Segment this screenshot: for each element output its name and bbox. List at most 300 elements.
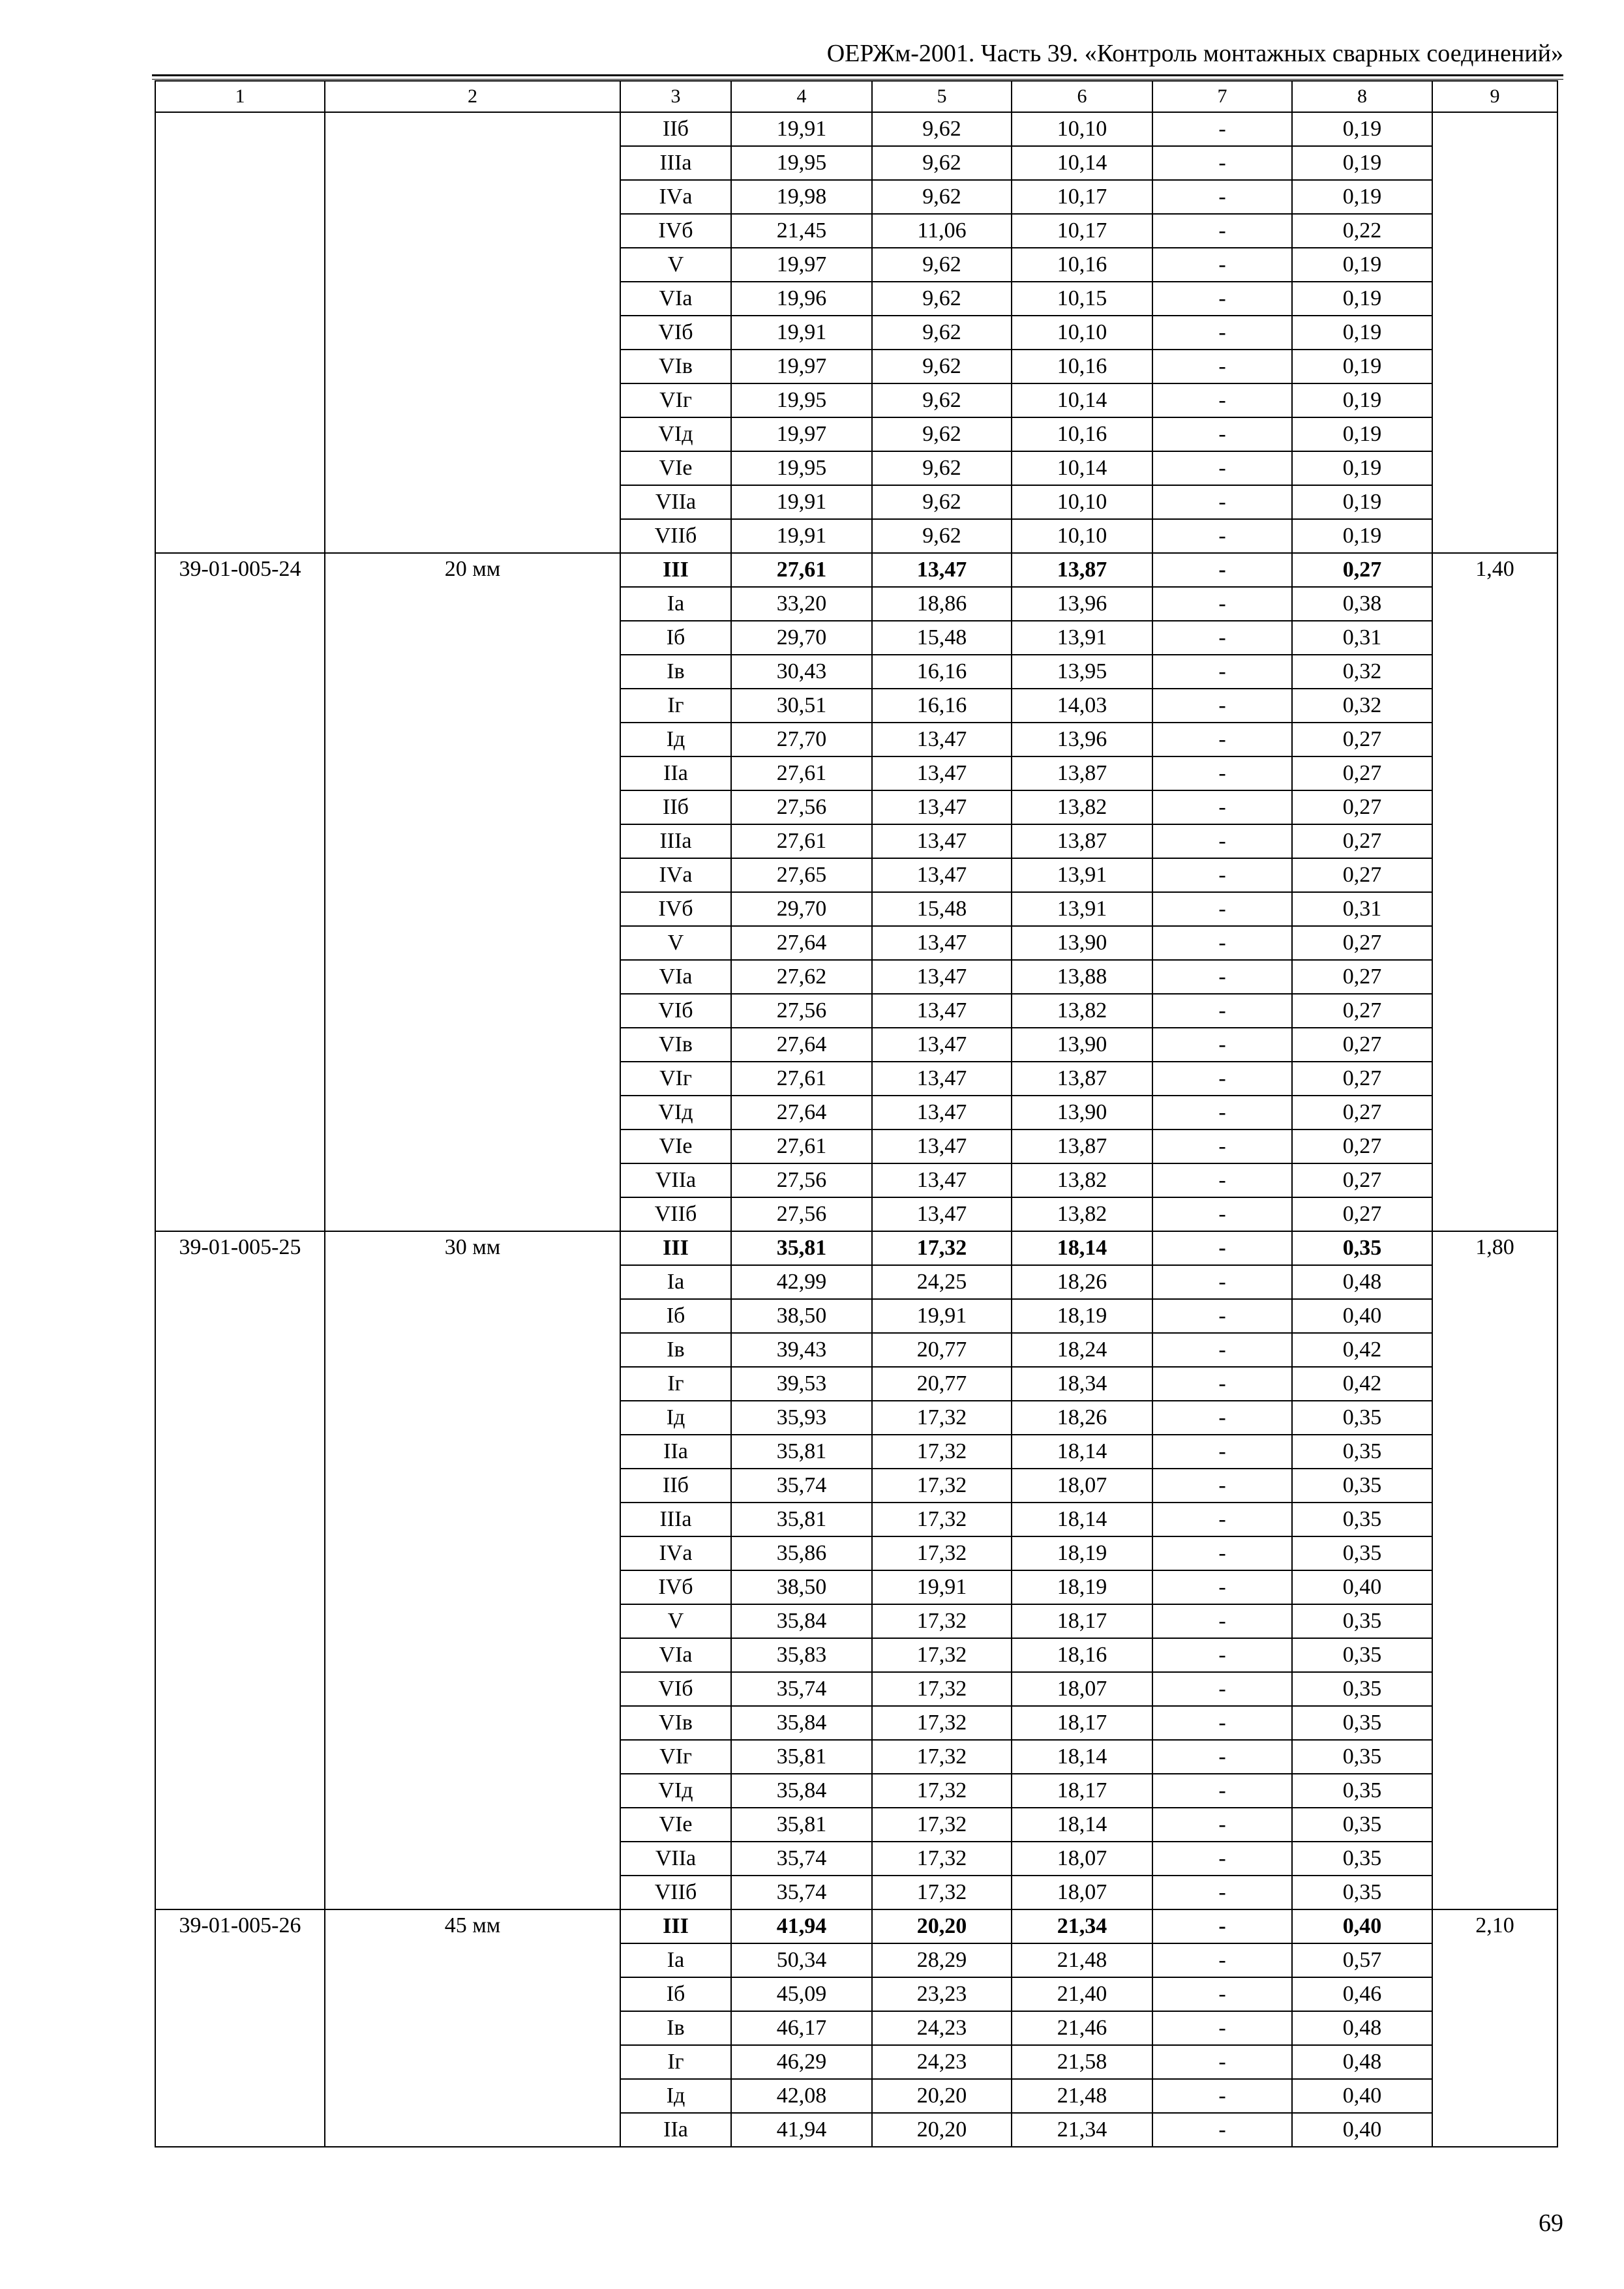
total-cost-cell: 27,64 (731, 1096, 872, 1130)
labor-cost-cell: 9,62 (872, 180, 1012, 214)
labor-hours-cell: 0,40 (1292, 1570, 1432, 1604)
category-cell: IIIа (620, 1503, 731, 1536)
material-cost-cell: - (1152, 248, 1292, 282)
material-cost-cell: - (1152, 1638, 1292, 1672)
total-cost-cell: 35,83 (731, 1638, 872, 1672)
category-cell: V (620, 1604, 731, 1638)
machine-cost-cell: 18,19 (1012, 1570, 1152, 1604)
norm-code-cell: 39-01-005-25 (155, 1231, 325, 1909)
machine-cost-cell: 21,48 (1012, 1943, 1152, 1977)
material-cost-cell: - (1152, 824, 1292, 858)
labor-cost-cell: 15,48 (872, 892, 1012, 926)
material-cost-cell: - (1152, 1740, 1292, 1774)
column-number: 2 (325, 81, 620, 112)
machine-cost-cell: 13,87 (1012, 756, 1152, 790)
labor-hours-cell: 0,31 (1292, 892, 1432, 926)
machine-cost-cell: 18,14 (1012, 1740, 1152, 1774)
material-cost-cell: - (1152, 1876, 1292, 1909)
category-cell: IVб (620, 892, 731, 926)
labor-hours-cell: 0,19 (1292, 383, 1432, 417)
column-number: 5 (872, 81, 1012, 112)
machine-cost-cell: 10,14 (1012, 146, 1152, 180)
material-cost-cell: - (1152, 2113, 1292, 2147)
category-cell: VIIб (620, 519, 731, 553)
labor-hours-cell: 0,32 (1292, 655, 1432, 689)
labor-cost-cell: 17,32 (872, 1808, 1012, 1842)
column-number: 7 (1152, 81, 1292, 112)
material-cost-cell: - (1152, 1197, 1292, 1231)
labor-hours-cell: 0,35 (1292, 1774, 1432, 1808)
machine-cost-cell: 10,14 (1012, 383, 1152, 417)
material-cost-cell: - (1152, 316, 1292, 350)
labor-hours-cell: 0,42 (1292, 1333, 1432, 1367)
labor-hours-cell: 0,35 (1292, 1469, 1432, 1503)
norm-code-cell: 39-01-005-24 (155, 553, 325, 1231)
labor-cost-cell: 17,32 (872, 1842, 1012, 1876)
labor-hours-cell: 0,42 (1292, 1367, 1432, 1401)
total-cost-cell: 27,64 (731, 1028, 872, 1062)
labor-cost-cell: 9,62 (872, 112, 1012, 146)
norm-code-cell (155, 112, 325, 553)
total-cost-cell: 41,94 (731, 1909, 872, 1943)
material-cost-cell: - (1152, 1909, 1292, 1943)
total-cost-cell: 19,91 (731, 316, 872, 350)
machine-cost-cell: 10,16 (1012, 417, 1152, 451)
labor-hours-cell: 0,27 (1292, 960, 1432, 994)
norms-table (155, 80, 1558, 2147)
category-cell: IIIа (620, 824, 731, 858)
category-cell: VIIа (620, 485, 731, 519)
labor-hours-cell: 0,19 (1292, 417, 1432, 451)
labor-hours-cell: 0,35 (1292, 1435, 1432, 1469)
material-cost-cell: - (1152, 2079, 1292, 2113)
labor-cost-cell: 13,47 (872, 553, 1012, 587)
table-body (155, 112, 1557, 2147)
total-cost-cell: 35,74 (731, 1842, 872, 1876)
category-cell: V (620, 926, 731, 960)
norm-code-cell: 39-01-005-26 (155, 1909, 325, 2147)
labor-cost-cell: 17,32 (872, 1876, 1012, 1909)
total-cost-cell: 35,81 (731, 1808, 872, 1842)
total-cost-cell: 50,34 (731, 1943, 872, 1977)
category-cell: Iв (620, 1333, 731, 1367)
labor-hours-cell: 0,35 (1292, 1876, 1432, 1909)
machine-cost-cell: 18,19 (1012, 1536, 1152, 1570)
labor-cost-cell: 28,29 (872, 1943, 1012, 1977)
material-cost-cell: - (1152, 1503, 1292, 1536)
labor-hours-cell: 0,35 (1292, 1231, 1432, 1265)
labor-cost-cell: 13,47 (872, 723, 1012, 756)
labor-hours-cell: 0,35 (1292, 1401, 1432, 1435)
total-cost-cell: 35,81 (731, 1435, 872, 1469)
material-cost-cell: - (1152, 112, 1292, 146)
total-cost-cell: 19,95 (731, 383, 872, 417)
labor-cost-cell: 13,47 (872, 926, 1012, 960)
category-cell: VIе (620, 1130, 731, 1163)
column-number: 9 (1432, 81, 1557, 112)
labor-hours-cell: 0,40 (1292, 1299, 1432, 1333)
labor-cost-cell: 13,47 (872, 790, 1012, 824)
labor-cost-cell: 17,32 (872, 1503, 1012, 1536)
total-cost-cell: 41,94 (731, 2113, 872, 2147)
material-cost-cell: - (1152, 1062, 1292, 1096)
material-cost-cell: - (1152, 756, 1292, 790)
category-cell: VIIб (620, 1876, 731, 1909)
labor-cost-cell: 24,23 (872, 2045, 1012, 2079)
category-cell: Iг (620, 1367, 731, 1401)
labor-cost-cell: 9,62 (872, 282, 1012, 316)
machine-cost-cell: 18,07 (1012, 1672, 1152, 1706)
category-cell: VIд (620, 417, 731, 451)
material-cost-cell: - (1152, 858, 1292, 892)
machine-cost-cell: 18,17 (1012, 1706, 1152, 1740)
category-cell: VIв (620, 350, 731, 383)
category-cell: Iб (620, 621, 731, 655)
category-cell: Iд (620, 2079, 731, 2113)
machine-cost-cell: 10,15 (1012, 282, 1152, 316)
category-cell: Iб (620, 1299, 731, 1333)
total-cost-cell: 39,43 (731, 1333, 872, 1367)
material-cost-cell: - (1152, 180, 1292, 214)
machine-cost-cell: 13,87 (1012, 1062, 1152, 1096)
category-cell: IIб (620, 790, 731, 824)
labor-cost-cell: 13,47 (872, 858, 1012, 892)
total-cost-cell: 27,61 (731, 1062, 872, 1096)
labor-cost-cell: 19,91 (872, 1299, 1012, 1333)
category-cell: VIг (620, 1062, 731, 1096)
machine-cost-cell: 18,17 (1012, 1774, 1152, 1808)
material-cost-cell: - (1152, 655, 1292, 689)
category-cell: VIв (620, 1706, 731, 1740)
labor-hours-cell: 0,35 (1292, 1740, 1432, 1774)
column-number-header (155, 81, 1557, 112)
labor-hours-cell: 0,27 (1292, 926, 1432, 960)
category-cell: VIIа (620, 1163, 731, 1197)
category-cell: Iв (620, 655, 731, 689)
labor-hours-cell: 0,35 (1292, 1672, 1432, 1706)
total-cost-cell: 27,70 (731, 723, 872, 756)
table-row (155, 1231, 1557, 1265)
material-cost-cell: - (1152, 1774, 1292, 1808)
total-cost-cell: 27,56 (731, 1197, 872, 1231)
total-cost-cell: 45,09 (731, 1977, 872, 2011)
material-cost-cell: - (1152, 790, 1292, 824)
labor-cost-cell: 17,32 (872, 1536, 1012, 1570)
labor-hours-cell: 0,40 (1292, 1909, 1432, 1943)
labor-hours-cell: 0,35 (1292, 1604, 1432, 1638)
labor-hours-cell: 0,19 (1292, 350, 1432, 383)
total-cost-cell: 21,45 (731, 214, 872, 248)
category-cell: VIе (620, 1808, 731, 1842)
header-rule (152, 74, 1563, 80)
category-cell: IVб (620, 1570, 731, 1604)
labor-hours-cell: 0,19 (1292, 316, 1432, 350)
category-cell: Iа (620, 1943, 731, 1977)
material-cost-cell: - (1152, 1265, 1292, 1299)
labor-cost-cell: 17,32 (872, 1469, 1012, 1503)
material-cost-cell: - (1152, 1570, 1292, 1604)
machine-cost-cell: 10,16 (1012, 248, 1152, 282)
category-cell: Iв (620, 2011, 731, 2045)
machine-cost-cell: 13,91 (1012, 621, 1152, 655)
category-cell: IIа (620, 2113, 731, 2147)
machine-cost-cell: 13,87 (1012, 824, 1152, 858)
category-cell: Iа (620, 587, 731, 621)
coefficient-cell (1432, 112, 1557, 553)
table-row (155, 112, 1557, 146)
material-cost-cell: - (1152, 1536, 1292, 1570)
labor-hours-cell: 0,27 (1292, 994, 1432, 1028)
labor-cost-cell: 13,47 (872, 1096, 1012, 1130)
material-cost-cell: - (1152, 1096, 1292, 1130)
labor-hours-cell: 0,22 (1292, 214, 1432, 248)
total-cost-cell: 38,50 (731, 1570, 872, 1604)
total-cost-cell: 35,84 (731, 1604, 872, 1638)
category-cell: Iд (620, 723, 731, 756)
labor-hours-cell: 0,27 (1292, 723, 1432, 756)
material-cost-cell: - (1152, 1367, 1292, 1401)
material-cost-cell: - (1152, 1299, 1292, 1333)
total-cost-cell: 39,53 (731, 1367, 872, 1401)
total-cost-cell: 42,99 (731, 1265, 872, 1299)
machine-cost-cell: 18,07 (1012, 1469, 1152, 1503)
labor-hours-cell: 0,35 (1292, 1536, 1432, 1570)
category-cell: Iб (620, 1977, 731, 2011)
labor-cost-cell: 11,06 (872, 214, 1012, 248)
total-cost-cell: 30,43 (731, 655, 872, 689)
material-cost-cell: - (1152, 1130, 1292, 1163)
category-cell: Iд (620, 1401, 731, 1435)
material-cost-cell: - (1152, 1706, 1292, 1740)
category-cell: IVб (620, 214, 731, 248)
machine-cost-cell: 10,10 (1012, 519, 1152, 553)
total-cost-cell: 27,61 (731, 1130, 872, 1163)
labor-cost-cell: 18,86 (872, 587, 1012, 621)
machine-cost-cell: 18,14 (1012, 1808, 1152, 1842)
labor-cost-cell: 17,32 (872, 1231, 1012, 1265)
column-number: 8 (1292, 81, 1432, 112)
machine-cost-cell: 18,26 (1012, 1401, 1152, 1435)
column-number: 4 (731, 81, 872, 112)
coefficient-cell: 2,10 (1432, 1909, 1557, 2147)
total-cost-cell: 19,95 (731, 146, 872, 180)
material-cost-cell: - (1152, 1333, 1292, 1367)
machine-cost-cell: 13,91 (1012, 892, 1152, 926)
total-cost-cell: 27,56 (731, 1163, 872, 1197)
material-cost-cell: - (1152, 1401, 1292, 1435)
machine-cost-cell: 10,10 (1012, 112, 1152, 146)
machine-cost-cell: 21,40 (1012, 1977, 1152, 2011)
labor-hours-cell: 0,19 (1292, 146, 1432, 180)
category-cell: VIб (620, 994, 731, 1028)
machine-cost-cell: 13,90 (1012, 926, 1152, 960)
category-cell: VIб (620, 1672, 731, 1706)
machine-cost-cell: 21,34 (1012, 1909, 1152, 1943)
labor-hours-cell: 0,35 (1292, 1808, 1432, 1842)
total-cost-cell: 19,91 (731, 112, 872, 146)
total-cost-cell: 27,61 (731, 824, 872, 858)
labor-cost-cell: 17,32 (872, 1706, 1012, 1740)
machine-cost-cell: 21,46 (1012, 2011, 1152, 2045)
total-cost-cell: 46,29 (731, 2045, 872, 2079)
machine-cost-cell: 13,82 (1012, 1197, 1152, 1231)
material-cost-cell: - (1152, 282, 1292, 316)
labor-cost-cell: 23,23 (872, 1977, 1012, 2011)
category-cell: VIв (620, 1028, 731, 1062)
thickness-cell (325, 112, 620, 553)
total-cost-cell: 35,81 (731, 1231, 872, 1265)
machine-cost-cell: 13,87 (1012, 553, 1152, 587)
labor-cost-cell: 13,47 (872, 1028, 1012, 1062)
material-cost-cell: - (1152, 2011, 1292, 2045)
material-cost-cell: - (1152, 1163, 1292, 1197)
total-cost-cell: 35,81 (731, 1740, 872, 1774)
total-cost-cell: 19,91 (731, 519, 872, 553)
machine-cost-cell: 13,96 (1012, 587, 1152, 621)
labor-hours-cell: 0,27 (1292, 1062, 1432, 1096)
total-cost-cell: 42,08 (731, 2079, 872, 2113)
labor-cost-cell: 13,47 (872, 1163, 1012, 1197)
machine-cost-cell: 13,90 (1012, 1028, 1152, 1062)
labor-hours-cell: 0,27 (1292, 1028, 1432, 1062)
labor-hours-cell: 0,27 (1292, 790, 1432, 824)
machine-cost-cell: 10,17 (1012, 180, 1152, 214)
category-cell: IIб (620, 112, 731, 146)
labor-hours-cell: 0,19 (1292, 485, 1432, 519)
machine-cost-cell: 21,58 (1012, 2045, 1152, 2079)
category-cell: VIIб (620, 1197, 731, 1231)
labor-cost-cell: 17,32 (872, 1435, 1012, 1469)
machine-cost-cell: 10,16 (1012, 350, 1152, 383)
material-cost-cell: - (1152, 553, 1292, 587)
machine-cost-cell: 18,17 (1012, 1604, 1152, 1638)
total-cost-cell: 35,84 (731, 1774, 872, 1808)
labor-hours-cell: 0,46 (1292, 1977, 1432, 2011)
labor-cost-cell: 17,32 (872, 1638, 1012, 1672)
machine-cost-cell: 18,07 (1012, 1842, 1152, 1876)
coefficient-cell: 1,80 (1432, 1231, 1557, 1909)
category-cell: IVа (620, 180, 731, 214)
category-cell: Iг (620, 2045, 731, 2079)
material-cost-cell: - (1152, 926, 1292, 960)
category-cell: IVа (620, 1536, 731, 1570)
labor-hours-cell: 0,27 (1292, 1163, 1432, 1197)
material-cost-cell: - (1152, 621, 1292, 655)
labor-hours-cell: 0,35 (1292, 1638, 1432, 1672)
category-cell: VIе (620, 451, 731, 485)
labor-hours-cell: 0,48 (1292, 2011, 1432, 2045)
total-cost-cell: 35,84 (731, 1706, 872, 1740)
machine-cost-cell: 18,34 (1012, 1367, 1152, 1401)
labor-hours-cell: 0,40 (1292, 2079, 1432, 2113)
total-cost-cell: 27,61 (731, 756, 872, 790)
labor-hours-cell: 0,27 (1292, 553, 1432, 587)
labor-hours-cell: 0,48 (1292, 1265, 1432, 1299)
total-cost-cell: 35,74 (731, 1469, 872, 1503)
material-cost-cell: - (1152, 485, 1292, 519)
category-cell: VIа (620, 1638, 731, 1672)
material-cost-cell: - (1152, 1231, 1292, 1265)
material-cost-cell: - (1152, 1435, 1292, 1469)
labor-cost-cell: 15,48 (872, 621, 1012, 655)
category-cell: VIг (620, 383, 731, 417)
labor-hours-cell: 0,27 (1292, 824, 1432, 858)
running-header: ОЕРЖм-2001. Часть 39. «Контроль монтажных сварных соединений» (826, 40, 1563, 67)
machine-cost-cell: 18,16 (1012, 1638, 1152, 1672)
total-cost-cell: 35,81 (731, 1503, 872, 1536)
labor-cost-cell: 9,62 (872, 451, 1012, 485)
material-cost-cell: - (1152, 451, 1292, 485)
labor-hours-cell: 0,19 (1292, 451, 1432, 485)
labor-cost-cell: 9,62 (872, 417, 1012, 451)
machine-cost-cell: 13,82 (1012, 994, 1152, 1028)
total-cost-cell: 38,50 (731, 1299, 872, 1333)
material-cost-cell: - (1152, 994, 1292, 1028)
labor-cost-cell: 9,62 (872, 519, 1012, 553)
labor-cost-cell: 16,16 (872, 655, 1012, 689)
category-cell: Iа (620, 1265, 731, 1299)
labor-hours-cell: 0,19 (1292, 180, 1432, 214)
material-cost-cell: - (1152, 1604, 1292, 1638)
material-cost-cell: - (1152, 146, 1292, 180)
machine-cost-cell: 10,10 (1012, 485, 1152, 519)
column-number: 1 (155, 81, 325, 112)
category-cell: III (620, 1231, 731, 1265)
labor-hours-cell: 0,32 (1292, 689, 1432, 723)
material-cost-cell: - (1152, 214, 1292, 248)
machine-cost-cell: 14,03 (1012, 689, 1152, 723)
material-cost-cell: - (1152, 1028, 1292, 1062)
category-cell: V (620, 248, 731, 282)
labor-cost-cell: 17,32 (872, 1672, 1012, 1706)
category-cell: VIа (620, 960, 731, 994)
total-cost-cell: 19,97 (731, 417, 872, 451)
thickness-cell: 20 мм (325, 553, 620, 1231)
material-cost-cell: - (1152, 1842, 1292, 1876)
labor-cost-cell: 24,25 (872, 1265, 1012, 1299)
machine-cost-cell: 18,24 (1012, 1333, 1152, 1367)
category-cell: III (620, 1909, 731, 1943)
thickness-cell: 45 мм (325, 1909, 620, 2147)
machine-cost-cell: 10,17 (1012, 214, 1152, 248)
total-cost-cell: 19,91 (731, 485, 872, 519)
coefficient-cell: 1,40 (1432, 553, 1557, 1231)
labor-hours-cell: 0,57 (1292, 1943, 1432, 1977)
category-cell: VIд (620, 1096, 731, 1130)
machine-cost-cell: 10,10 (1012, 316, 1152, 350)
total-cost-cell: 35,86 (731, 1536, 872, 1570)
labor-hours-cell: 0,27 (1292, 1197, 1432, 1231)
machine-cost-cell: 13,96 (1012, 723, 1152, 756)
material-cost-cell: - (1152, 2045, 1292, 2079)
labor-hours-cell: 0,38 (1292, 587, 1432, 621)
column-number-row (155, 81, 1557, 112)
total-cost-cell: 27,61 (731, 553, 872, 587)
category-cell: IIа (620, 756, 731, 790)
material-cost-cell: - (1152, 689, 1292, 723)
total-cost-cell: 19,96 (731, 282, 872, 316)
category-cell: VIд (620, 1774, 731, 1808)
machine-cost-cell: 18,07 (1012, 1876, 1152, 1909)
labor-cost-cell: 17,32 (872, 1401, 1012, 1435)
total-cost-cell: 19,97 (731, 350, 872, 383)
category-cell: VIIа (620, 1842, 731, 1876)
labor-hours-cell: 0,27 (1292, 1130, 1432, 1163)
machine-cost-cell: 13,87 (1012, 1130, 1152, 1163)
category-cell: VIб (620, 316, 731, 350)
labor-hours-cell: 0,31 (1292, 621, 1432, 655)
total-cost-cell: 19,95 (731, 451, 872, 485)
